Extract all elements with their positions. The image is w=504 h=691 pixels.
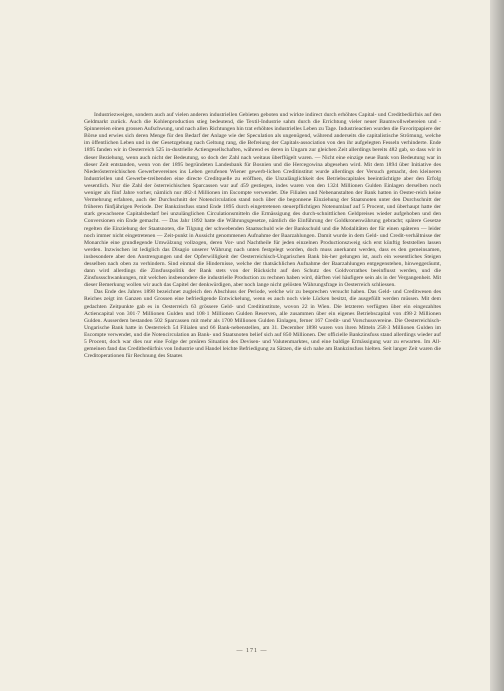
paragraph-1: Industriezweigen, sondern auch auf vielen anderen industriellen Gebieten geboten und wirkte indirect durch erhöhtes Capital- und Creditbedürfnis auf den Geldmarkt zurück. Auch die Kohlenproduction stieg bedeutend, die Textil-Industrie sahm durch die Errichtung vieler neuer Baumwollwebereien und -Spinnereien einen grossen Aufschwung, und nach allen Richtungen hin trat erhöhtes industrielles Leben zu Tage. Industrieactien wurden die Favoritpapiere der Börse und erwies sich deren Menge für den Bedarf der Anlage wie der Speculation als ungenügend, während anderseits die capitalistische Strömung, welche im öffentlichen Leben und in der Gesetzgebung nach Geltung rang, die Befreiung der Capitals-association von den ihr aufgelegten Fesseln verhinderte. Ende 1895 fanden wir in Oesterreich 525 in-dustrielle Actiengesellschaften, während es deren in Ungarn zur gleichen Zeit allerdings bereits 482 gab, so dass wir in dieser Beziehung, wenn auch nicht der Bedeutung, so doch der Zahl nach weitaus überflügelt waren. — Nicht eine einzige neue Bank von Bedeutung war in dieser Zeit entstanden, wenn von der 1895 begründeten Landesbank für Bosnien und die Hercegowina abgesehen wird. Mit dem 1894 über Initiative des Niederösterreichischen Gewerbevereines ins Leben gerufenen Wiener gewerb-lichen Creditinstitut wurde allerdings der Versuch gemacht, den kleineren Industriellen und Gewerbe-treibenden eine directe Creditquelle zu eröffnen, die Unzulänglichkeit des Betriebscapitales beeinträchtigte aber den Erfolg wesentlich. Nur die Zahl der österreichischen Sparcassen war auf 459 gestiegen, indes waren von den 1324 Millionen Gulden Einlagen derselben noch weniger als fünf Jahre vorher, nämlich nur 482·4 Millionen im Escompte verwendet. Die Filialen und Nebenanstalten der Bank hatten in Oester-reich keine Vermehrung erfahren, auch der Durchschnitt der Notencirculation stand noch über die begonnene Einziehung der Staatsnoten unter den Durchschnitt der früheren fünfjährigen Periode. Der Bankzinsfuss stand Ende 1895 durch eingetretenen steuerpflichtigen Notenumlauf auf 5 Procent, und überhaupt hatte der stark gewachsene Capitalsbedarf bei unzulänglichen Circulationsmitteln die Ermässigung des durch-schnittlichen Geldpreises wieder aufgehoben und den Conversionen ein Ende gemacht. — Das Jahr 1892 hatte die Währungsgesetze, nämlich die Einführung der Goldkronenwährung gebracht; spätere Gesetze regelten die Einziehung der Staatsnoten, die Tilgung der schwebenden Staatsschuld wie der Bankschuld und die Modalitäten der für einen späteren — leider noch immer nicht eingetretenen — Zeit-punkt in Aussicht genommenen Aufnahme der Baarzahlungen. Damit wurde in dem Geld- und Credit-verhältnisse der Monarchie eine grundlegende Umwälzung vollzogen, deren Vor- und Nachtheile für jeden einzelnen Productionszweig sich erst künftig feststellen lassen werden. Inzwischen ist lediglich das Disagio unserer Währung nach unten festgelegt worden, doch muss anerkannt werden, dass es den gemeinsamen, insbesondere aber den Anstrengungen und der Opferwilligkeit der Oesterreichisch-Ungarischen Bank bis-her gelungen ist, auch ein wesentliches Steigen desselben nach oben zu verhindern. Sind einmal die Hindernisse, welche der thatsächlichen Aufnahme der Baarzahlungen entgegenstehen, hinweggeräumt, dann wird allerdings die Zinsfusspolitik der Bank stets von der Rücksicht auf den Schutz des Goldvorrathes beeinflusst werden, und die Zinsfussschwankungen, mit welchen insbesondere die industrielle Production zu rechnen haben wird, dürften viel häufigere sein als in der Vergangenheit. Mit dieser Bemerkung wollen wir auch das Capitel der denkwürdigen, aber noch lange nicht gelösten Währungsfrage in Oesterreich schliessen. xyxy=(84,112,441,289)
page-edge xyxy=(490,0,504,691)
body-text xyxy=(84,112,441,360)
page-number: — 171 — xyxy=(236,648,268,654)
paragraph-2: Das Ende des Jahres 1898 bezeichnet zugleich den Abschluss der Periode, welche wir zu besprechen versucht haben. Das Geld- und Creditwesen des Reiches zeigt im Ganzen und Grossen eine befriedigende Entwickelung, wenn es auch noch viele Lücken besitzt, die ausgefüllt werden müssen. Mit dem gedachten Zeitpunkte gab es in Oesterreich 63 grössere Geld- und Creditinstitute, wovon 22 in Wien. Die letzteren verfügten über ein eingezahltes Actiencapital von 301·7 Millionen Gulden und 108·1 Millionen Gulden Reserven, alle zusammen über ein eigenes Betriebscapital von 498·2 Millionen Gulden. Ausserdem bestanden 502 Sparcassen mit mehr als 1700 Millionen Gulden Einlagen, ferner 167 Credit- und Vorschussvereine. Die Oesterreichisch-Ungarische Bank hatte in Oesterreich 54 Filialen und 66 Bank-nebenstellen, am 31. December 1898 waren von ihren Mitteln 258·3 Millionen Gulden im Escompte verwendet, und die Notencirculation an Bank- und Staatsnoten belief sich auf 850 Millionen. Der officielle Bankzinsfuss stand allerdings wieder auf 5 Procent, doch war dies nur eine Folge der preären Situation des Devisen- und Valutenmarktes, und eine baldige Ermässigung war zu erwarten. Im All-gemeinen fand das Creditbedürfnis von Industrie und Handel leichte Befriedigung zu Sätzen, die sich nahe am Bankzinsfuss hielten. Seit langer Zeit waren die Creditoperationen für Rechnung des Staates xyxy=(84,289,441,360)
